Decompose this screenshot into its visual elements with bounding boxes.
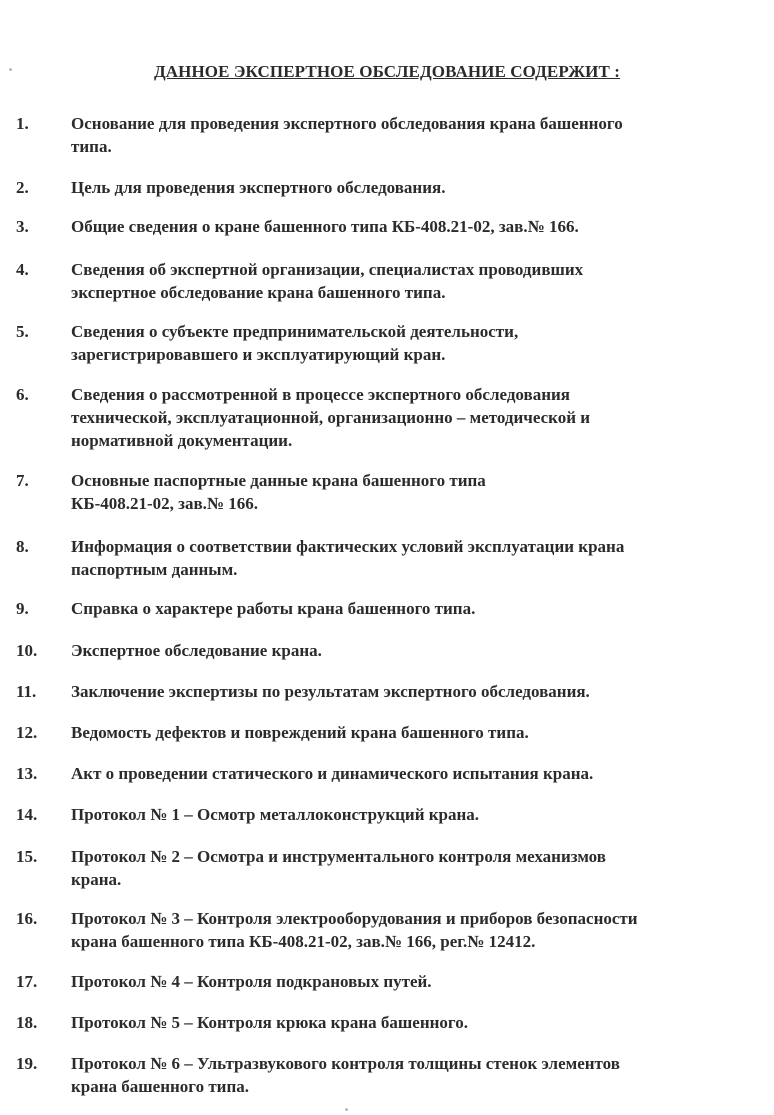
item-text: Протокол № 4 – Контроля подкрановых путей. bbox=[71, 972, 432, 991]
item-text: Сведения о субъекте предпринимательской деятельности, зарегистрировавшего и эксплуатирующий кран. bbox=[71, 322, 519, 364]
item-number: 7. bbox=[16, 471, 29, 490]
item-number: 14. bbox=[16, 805, 38, 824]
item-number: 8. bbox=[16, 537, 29, 556]
item-number: 10. bbox=[16, 641, 38, 660]
item-text: Протокол № 1 – Осмотр металлоконструкций крана. bbox=[71, 805, 480, 824]
item-text: Информация о соответствии фактических условий эксплуатации крана паспортным данным. bbox=[71, 537, 625, 579]
scan-speck bbox=[345, 1108, 348, 1111]
item-number: 19. bbox=[16, 1054, 38, 1073]
item-text: Сведения об экспертной организации, специалистах проводивших экспертное обследование крана башенного типа. bbox=[71, 260, 584, 302]
item-number: 2. bbox=[16, 178, 29, 197]
item-text: Основные паспортные данные крана башенного типа КБ-408.21-02, зав.№ 166. bbox=[71, 471, 486, 513]
item-text: Заключение экспертизы по результатам экспертного обследования. bbox=[71, 682, 590, 701]
item-number: 1. bbox=[16, 114, 29, 133]
item-text: Протокол № 2 – Осмотра и инструментального контроля механизмов крана. bbox=[71, 847, 606, 889]
document-heading bbox=[0, 62, 774, 82]
item-number: 6. bbox=[16, 385, 29, 404]
item-text: Справка о характере работы крана башенного типа. bbox=[71, 599, 476, 618]
item-number: 12. bbox=[16, 723, 38, 742]
item-number: 4. bbox=[16, 260, 29, 279]
item-number: 17. bbox=[16, 972, 38, 991]
item-text: Протокол № 6 – Ультразвукового контроля толщины стенок элементов крана башенного типа. bbox=[71, 1054, 620, 1096]
item-text: Цель для проведения экспертного обследования. bbox=[71, 178, 446, 197]
item-number: 9. bbox=[16, 599, 29, 618]
item-text: Сведения о рассмотренной в процессе экспертного обследования технической, эксплуатационной, организационно – методической и нормативной документации. bbox=[71, 385, 591, 450]
item-text: Протокол № 5 – Контроля крюка крана башенного. bbox=[71, 1013, 468, 1032]
item-text: Общие сведения о кране башенного типа КБ-408.21-02, зав.№ 166. bbox=[71, 217, 579, 236]
scan-speck bbox=[9, 68, 12, 71]
item-number: 15. bbox=[16, 847, 38, 866]
item-text: Экспертное обследование крана. bbox=[71, 641, 322, 660]
item-number: 13. bbox=[16, 764, 38, 783]
item-number: 18. bbox=[16, 1013, 38, 1032]
item-number: 11. bbox=[16, 682, 37, 701]
item-text: Акт о проведении статического и динамического испытания крана. bbox=[71, 764, 594, 783]
item-text: Протокол № 3 – Контроля электрооборудования и приборов безопасности крана башенного типа КБ-408.21-02, зав.№ 166, рег.№ 12412. bbox=[71, 909, 638, 951]
item-number: 5. bbox=[16, 322, 29, 341]
item-number: 16. bbox=[16, 909, 38, 928]
item-text: Основание для проведения экспертного обследования крана башенного типа. bbox=[71, 114, 623, 156]
item-number: 3. bbox=[16, 217, 29, 236]
item-text: Ведомость дефектов и повреждений крана башенного типа. bbox=[71, 723, 529, 742]
heading-text: ДАННОЕ ЭКСПЕРТНОЕ ОБСЛЕДОВАНИЕ СОДЕРЖИТ : bbox=[153, 62, 621, 81]
